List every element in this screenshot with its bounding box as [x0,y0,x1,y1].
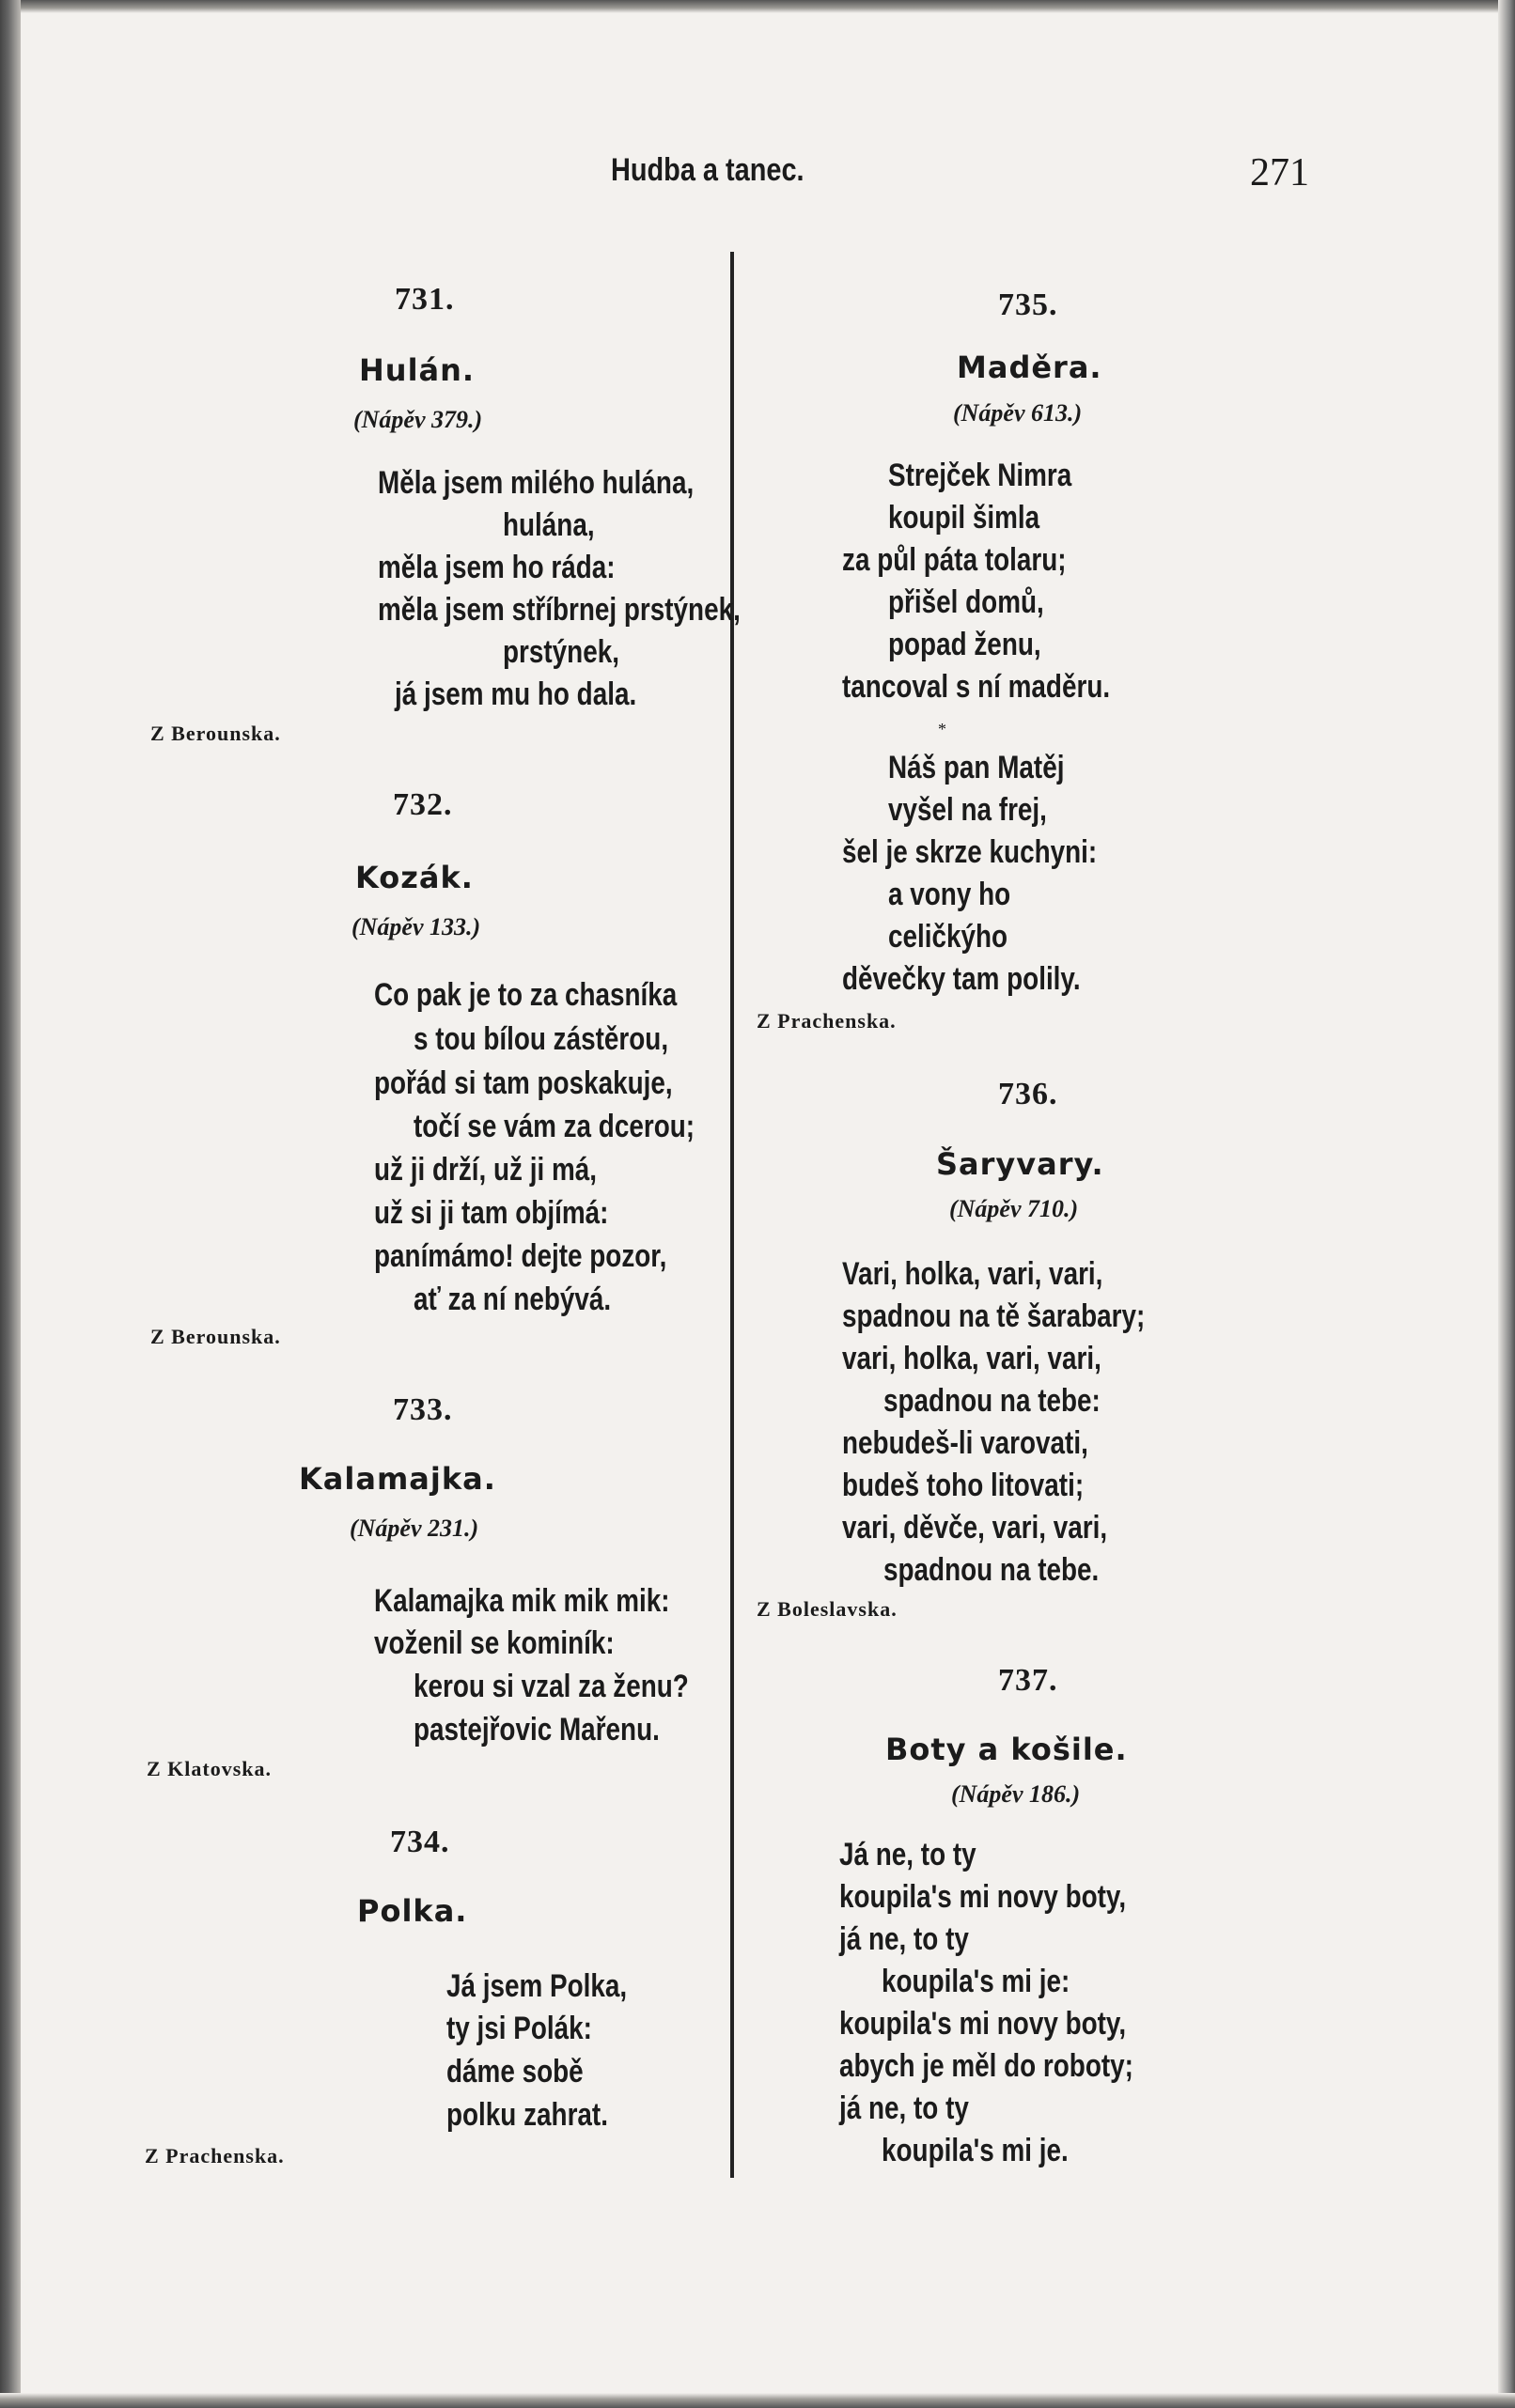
verse-line: koupila's mi novy boty, [839,2006,1127,2042]
song-title: Kalamajka. [299,1461,496,1497]
verse-line: točí se vám za dcerou; [414,1109,695,1144]
verse-line: Kalamajka mik mik mik: [374,1583,670,1619]
page-top-edge [0,0,1515,13]
verse-line: měla jsem ho ráda: [378,550,616,585]
book-spine-shadow [0,0,21,2408]
melody-reference: (Nápěv 231.) [350,1515,479,1542]
verse-line: koupila's mi novy boty, [839,1879,1127,1915]
song-title: Šaryvary. [936,1146,1104,1182]
verse-line: šel je skrze kuchyni: [842,834,1098,870]
verse-line: nebudeš-li varovati, [842,1425,1088,1461]
verse-line: měla jsem stříbrnej prstýnek, [378,592,741,628]
melody-reference: (Nápěv 133.) [351,913,481,940]
melody-reference: (Nápěv 379.) [353,406,483,433]
page-number: 271 [1250,151,1309,194]
verse-line: Náš pan Matěj [888,750,1065,785]
song-origin: Z Berounska. [150,722,281,745]
verse-line: polku zahrat. [446,2097,608,2133]
verse-line: vari, holka, vari, vari, [842,1341,1101,1376]
verse-line: Co pak je to za chasníka [374,977,678,1013]
verse-line: za půl páta tolaru; [842,542,1067,578]
verse-line: koupila's mi je. [882,2133,1069,2168]
verse-line: dáme sobě [446,2054,584,2090]
melody-reference: (Nápěv 186.) [951,1780,1081,1808]
verse-line: voženil se kominík: [374,1625,615,1661]
song-title: Polka. [357,1893,468,1929]
verse-line: já ne, to ty [839,2090,969,2126]
song-number: 736. [998,1077,1058,1111]
song-origin: Z Prachenska. [145,2144,285,2167]
verse-line: popad ženu, [888,627,1041,662]
song-title: Boty a košile. [885,1732,1128,1767]
melody-reference: (Nápěv 710.) [949,1195,1079,1222]
verse-line: abych je měl do roboty; [839,2048,1133,2084]
song-number: 731. [395,282,455,317]
verse-line: už ji drží, už ji má, [374,1152,598,1188]
verse-line: přišel domů, [888,584,1044,620]
song-title: Maděra. [957,350,1102,385]
song-number: 737. [998,1663,1058,1698]
running-title: Hudba a tanec. [611,152,804,188]
song-number: 735. [998,287,1058,322]
verse-line: vari, děvče, vari, vari, [842,1510,1108,1546]
verse-line: prstýnek, [503,634,619,670]
verse-line: ty jsi Polák: [446,2011,592,2046]
verse-line: já jsem mu ho dala. [395,676,637,712]
song-number: 733. [393,1392,453,1427]
verse-line: spadnou na tě šarabary; [842,1298,1146,1334]
verse-line: pastejřovic Mařenu. [414,1712,660,1748]
verse-line: spadnou na tebe: [883,1383,1101,1419]
verse-line: koupila's mi je: [882,1964,1070,1999]
verse-line: a vony ho [888,877,1011,912]
song-title: Kozák. [355,860,474,895]
page-bottom-edge [0,2393,1515,2408]
verse-line: Vari, holka, vari, vari, [842,1256,1103,1292]
song-origin: Z Prachenska. [757,1009,897,1033]
song-number: 734. [390,1825,450,1859]
verse-line: panímámo! dejte pozor, [374,1238,667,1274]
verse-line: celičkýho [888,919,1008,955]
verse-line: Strejček Nimra [888,458,1072,493]
verse-line: ať za ní nebývá. [414,1282,612,1317]
verse-line: Měla jsem milého hulána, [378,465,695,501]
verse-line: děvečky tam polily. [842,961,1081,997]
stanza-separator: * [938,720,946,738]
song-title: Hulán. [359,352,476,388]
verse-line: už si ji tam objímá: [374,1195,609,1231]
song-origin: Z Boleslavska. [757,1597,898,1621]
song-origin: Z Berounska. [150,1325,281,1348]
song-number: 732. [393,787,453,822]
verse-line: s tou bílou zástěrou, [414,1021,669,1057]
melody-reference: (Nápěv 613.) [953,399,1083,427]
verse-line: Já ne, to ty [839,1837,976,1872]
verse-line: tancoval s ní maděru. [842,669,1111,705]
column-divider [730,252,734,2178]
verse-line: pořád si tam poskakuje, [374,1065,673,1101]
verse-line: vyšel na frej, [888,792,1047,828]
song-origin: Z Klatovska. [147,1757,273,1780]
verse-line: Já jsem Polka, [446,1968,628,2004]
verse-line: budeš toho litovati; [842,1468,1085,1503]
verse-line: já ne, to ty [839,1921,969,1957]
page-right-edge [1498,0,1515,2408]
verse-line: koupil šimla [888,500,1040,536]
verse-line: spadnou na tebe. [883,1552,1100,1588]
verse-line: hulána, [503,507,595,543]
verse-line: kerou si vzal za ženu? [414,1669,689,1704]
